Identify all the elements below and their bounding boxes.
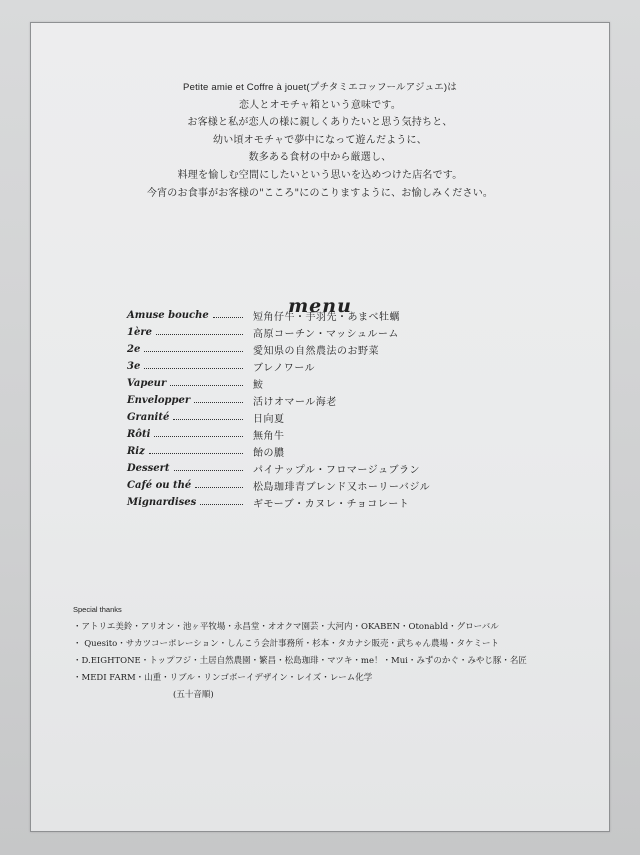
menu-title: menu [288,295,352,317]
course-dish: 松島珈琲青ブレンド又ホーリーバジル [253,482,431,493]
intro-line-5: 数多ある食材の中から厳選し、 [248,152,392,164]
course-row [127,494,409,511]
leader-dots [174,470,243,471]
course-dish: 短角仔牛・手羽先・あまべ牡蠣 [253,312,400,323]
course-name: Vapeur [127,378,167,389]
course-dish: パイナップル・フロマージュブラン [253,465,420,476]
thanks-line: ・アトリエ美鈴・アリオン・池ヶ平牧場・永昌堂・オオクマ園芸・大河内・OKABEN・Otonabld・グローバル [73,622,499,632]
intro-line-3: お客様と私が恋人の様に親しくありたいと思う気持ちと、 [187,117,453,129]
course-row [127,409,285,426]
leader-dots [213,317,243,318]
thanks-line: ・ Quesito・サカツコーポレーション・しんこう会計事務所・杉本・タカナシ販売・武ちゃん農場・タケミート [73,639,499,649]
course-name: Rôti [127,429,151,440]
course-name: 3e [127,361,141,372]
thanks-order-note: (五十音順) [173,690,214,700]
intro-line-2: 恋人とオモチャ箱という意味です。 [238,99,402,111]
course-name: Café ou thé [127,480,192,491]
course-dish: 高原コーチン・マッシュルーム [253,329,399,340]
leader-dots [194,402,243,403]
intro-line-4: 幼い頃オモチャで夢中になって遊んだように、 [213,134,427,146]
course-dish: 無角牛 [253,431,285,442]
course-name: 2e [127,344,141,355]
course-row [127,341,379,358]
leader-dots [195,487,243,488]
leader-dots [144,351,243,352]
course-dish: ギモーブ・カヌレ・チョコレート [253,499,410,510]
thanks-line: ・D.EIGHTONE・トップフジ・土居自然農園・繁昌・松島珈琲・マツキ・me！・Mui・みずのかぐ・みやじ豚・名匠 [73,656,527,666]
course-dish: 活けオマール海老 [253,397,337,408]
course-row [127,375,264,392]
course-name: Granité [127,412,170,423]
leader-dots [156,334,243,335]
course-dish: 愛知県の自然農法のお野菜 [253,346,379,357]
intro-text [31,79,609,202]
course-dish: 日向夏 [253,414,285,425]
thanks-heading: Special thanks [73,605,122,614]
intro-line-6: 料理を愉しむ空間にしたいという思いを込めつけた店名です。 [177,169,463,181]
course-row [127,358,315,375]
course-name: Dessert [127,463,170,474]
course-dish: ブレノワール [253,363,315,374]
course-name: Mignardises [127,497,197,508]
course-name: Riz [127,446,145,457]
leader-dots [149,453,243,454]
course-row [127,426,285,443]
course-row [127,460,420,477]
leader-dots [144,368,243,369]
course-row [127,443,285,460]
intro-line-7: 今宵のお食事がお客様の"こころ"にのこりますように、お愉しみください。 [146,187,494,199]
leader-dots [170,385,243,386]
course-name: 1ère [127,327,152,338]
leader-dots [173,419,243,420]
special-thanks [73,601,593,704]
course-dish: 鮟 [253,380,264,391]
course-row [127,477,430,494]
leader-dots [200,504,243,505]
leader-dots [154,436,243,437]
intro-line-1: Petite amie et Coffre à jouet(プチタミエコッフールアジュエ)は [183,82,457,93]
course-row [127,324,399,341]
course-dish: 飴の膿 [253,448,285,459]
course-row [127,307,400,324]
menu-page [30,22,610,832]
course-row [127,392,337,409]
course-name: Amuse bouche [127,310,209,321]
thanks-line: ・MEDI FARM・山重・リブル・リンゴボーイデザイン・レイズ・レーム化学 [73,673,373,683]
course-name: Envelopper [127,395,191,406]
